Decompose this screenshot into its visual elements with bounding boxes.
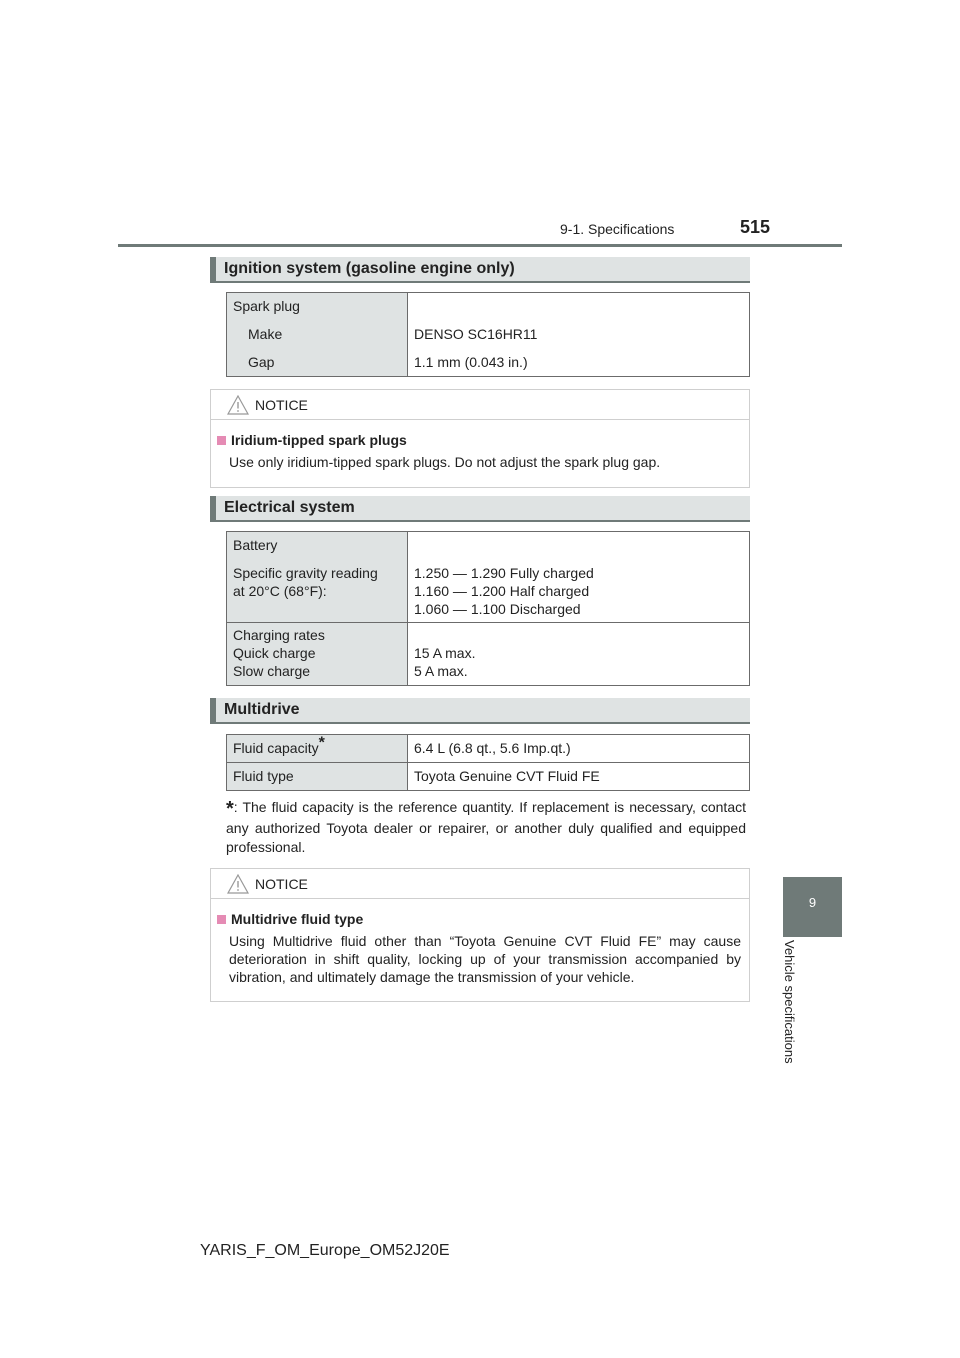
- table-row: [227, 763, 750, 791]
- chapter-tab: [783, 877, 842, 937]
- section-title: 9-1. Specifications: [560, 221, 675, 237]
- notice-title: NOTICE: [255, 397, 308, 413]
- slow-charge-value: 5 A max.: [414, 663, 468, 679]
- notice-body: Using Multidrive fluid other than “Toyota Genuine CVT Fluid FE” may cause deterioration in shift quality, locking up of your transmission accompanied by vibration, and ultimately damage the transmission of your vehicle.: [229, 933, 741, 985]
- chapter-label-container: [778, 940, 808, 1090]
- fluid-capacity-label: Fluid capacity: [233, 740, 319, 756]
- fluid-type-label: Fluid type: [233, 768, 294, 784]
- gap-value: 1.1 mm (0.043 in.): [414, 354, 528, 370]
- gravity-label-line-2: at 20°C (68°F):: [233, 583, 327, 599]
- footnote-text: : The fluid capacity is the reference quantity. If replacement is necessary, contact any authorized Toyota dealer or repairer, or another duly qualified and equipped professional.: [226, 799, 746, 855]
- table-value-cell: [408, 623, 750, 686]
- chapter-label: Vehicle specifications: [782, 940, 797, 1064]
- page-number: 515: [740, 217, 771, 237]
- notice-box-multidrive-fluid: [210, 868, 750, 1002]
- bullet-square-icon: [217, 915, 226, 924]
- battery-label: Battery: [233, 537, 278, 553]
- electrical-spec-table: [226, 531, 750, 686]
- spark-plug-label: Spark plug: [233, 298, 300, 314]
- table-value-cell: [408, 532, 750, 623]
- table-label-cell: [227, 735, 408, 763]
- ignition-section-heading: [210, 257, 750, 283]
- fluid-type-value: Toyota Genuine CVT Fluid FE: [414, 768, 600, 784]
- slow-charge-label: Slow charge: [233, 663, 311, 679]
- table-value-cell: [408, 735, 750, 763]
- table-row: [227, 623, 750, 686]
- warning-triangle-icon: [227, 874, 249, 894]
- footnote: [226, 798, 746, 857]
- table-row: [227, 293, 750, 377]
- table-row: [227, 735, 750, 763]
- table-label-cell: [227, 532, 408, 623]
- make-value: DENSO SC16HR11: [414, 326, 538, 342]
- notice-header: [211, 869, 749, 899]
- quick-charge-value: 15 A max.: [414, 645, 476, 661]
- table-label-cell: [227, 623, 408, 686]
- multidrive-section-heading: [210, 698, 750, 724]
- electrical-section-heading: [210, 496, 750, 522]
- notice-title: NOTICE: [255, 876, 308, 892]
- chapter-number: 9: [808, 895, 817, 910]
- gravity-value: 1.060 — 1.100 Discharged: [414, 601, 581, 617]
- footnote-mark: *: [318, 734, 325, 752]
- gravity-value: 1.250 — 1.290 Fully charged: [414, 565, 594, 581]
- notice-box-spark-plugs: [210, 389, 750, 488]
- footnote-mark: *: [226, 798, 234, 820]
- header-rule: [118, 244, 842, 247]
- notice-item-heading: [217, 911, 363, 927]
- electrical-heading-text: Electrical system: [224, 499, 355, 516]
- notice-header: [211, 390, 749, 420]
- multidrive-spec-table: [226, 734, 750, 791]
- table-label-cell: [227, 763, 408, 791]
- charging-rates-label: Charging rates: [233, 627, 325, 643]
- gravity-label-line-1: Specific gravity reading: [233, 565, 378, 581]
- quick-charge-label: Quick charge: [233, 645, 316, 661]
- notice-item-text: Multidrive fluid type: [231, 911, 364, 927]
- table-value-cell: [408, 293, 750, 377]
- table-label-cell: [227, 293, 408, 377]
- ignition-heading-text: Ignition system (gasoline engine only): [224, 260, 515, 277]
- fluid-capacity-value: 6.4 L (6.8 qt., 5.6 Imp.qt.): [414, 740, 571, 756]
- gap-label: Gap: [248, 354, 275, 370]
- notice-item-text: Iridium-tipped spark plugs: [231, 432, 407, 448]
- notice-body: Use only iridium-tipped spark plugs. Do not adjust the spark plug gap.: [229, 454, 661, 470]
- warning-triangle-icon: [227, 395, 249, 415]
- document-id: YARIS_F_OM_Europe_OM52J20E: [200, 1242, 450, 1259]
- ignition-spec-table: [226, 292, 750, 377]
- gravity-value: 1.160 — 1.200 Half charged: [414, 583, 590, 599]
- notice-item-heading: [217, 432, 407, 448]
- make-label: Make: [248, 326, 283, 342]
- bullet-square-icon: [217, 436, 226, 445]
- table-row: [227, 532, 750, 623]
- multidrive-heading-text: Multidrive: [224, 701, 300, 718]
- table-value-cell: [408, 763, 750, 791]
